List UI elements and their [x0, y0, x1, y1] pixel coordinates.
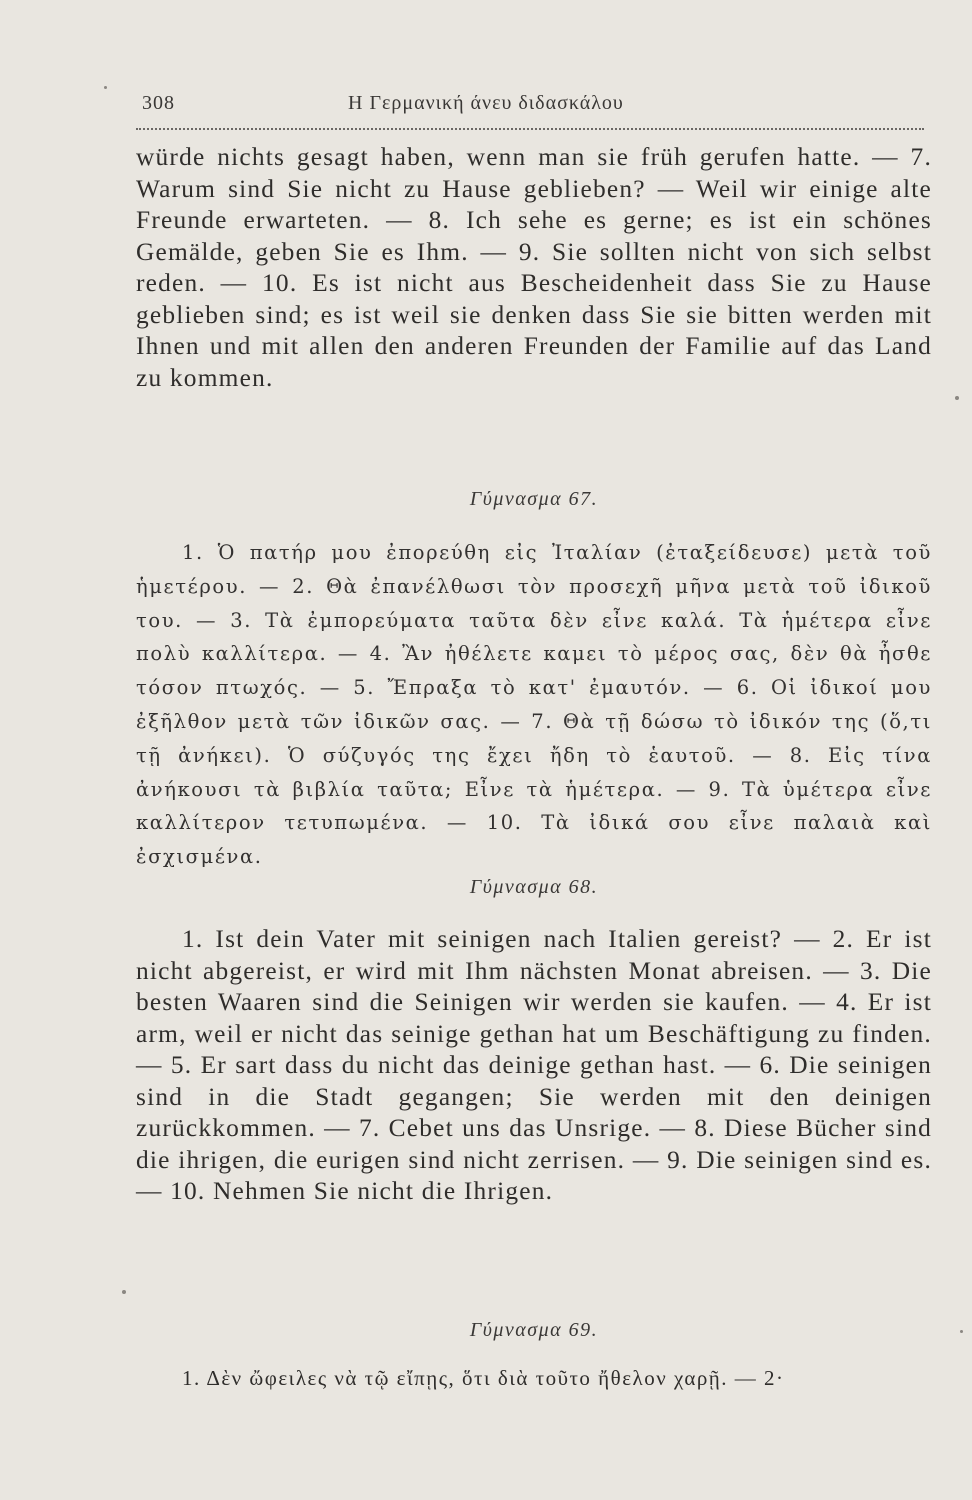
- greek-exercise-69-text: 1. Δὲν ὤφειλες νὰ τῷ εἴπῃς, ὅτι διὰ τοῦτο ἤθελον χαρῇ. — 2·: [182, 1366, 785, 1390]
- paper-speck: [104, 86, 107, 89]
- paper-speck: [122, 1290, 126, 1294]
- german-exercise-continuation: würde nichts gesagt haben, wenn man sie früh gerufen hatte. — 7. Warum sind Sie nicht zu Hause geblieben? — Weil wir einige alte Freunde erwarteten. — 8. Ich sehe es gerne; es ist ein schönes Gemälde, geben Sie es Ihm. — 9. Sie sollten nicht von sich selbst reden. — 10. Es ist nicht aus Bescheidenheit dass Sie zu Hause geblieben sind; es ist weil sie denken dass Sie sie bitten werden mit Ihnen und mit allen den anderen Freunden der Familie auf das Land zu kommen.: [136, 143, 932, 392]
- paper-speck: [960, 1330, 963, 1333]
- exercise-heading-69: Γύμνασμα 69.: [469, 1319, 599, 1341]
- header-rule: [136, 128, 924, 130]
- greek-exercise-67: [136, 536, 932, 874]
- exercise-heading-67: Γύμνασμα 67.: [469, 488, 599, 510]
- paper-speck: [955, 396, 959, 400]
- german-exercise-68-text: 1. Ist dein Vater mit seinigen nach Italien gereist? — 2. Er ist nicht abgereist, er wird mit Ihm nächsten Monat abreisen. — 3. Die besten Waaren sind die Seinigen wir werden sie kaufen. — 4. Er ist arm, weil er nicht das seinige gethan hat um Beschäftigung zu finden. — 5. Er sart dass du nicht das deinige gethan hast. — 6. Die seinigen sind in die Stadt gegangen; Sie werden mit den deinigen zurückkommen. — 7. Cebet uns das Unsrige. — 8. Diese Bücher sind die ihrigen, die eurigen sind nicht zerrisen. — 9. Die seinigen sind es. — 10. Nehmen Sie nicht die Ihrigen.: [136, 925, 932, 1205]
- greek-exercise-67-text: 1. Ὁ πατήρ μου ἐπορεύθη εἰς Ἰταλίαν (ἐταξείδευσε) μετὰ τοῦ ἡμετέρου. — 2. Θὰ ἐπανέλθωσι τὸν προσεχῆ μῆνα μετὰ τοῦ ἰδικοῦ του. — 3. Τὰ ἐμπορεύματα ταῦτα δὲν εἶνε καλά. Τὰ ἡμέτερα εἶνε πολὺ καλλίτερα. — 4. Ἂν ἠθέλετε καμει τὸ μέρος σας, δὲν θὰ ἦσθε τόσον πτωχός. — 5. Ἔπραξα τὸ κατ' ἐμαυτόν. — 6. Οἱ ἰδικοί μου ἐξῆλθον μετὰ τῶν ἰδικῶν σας. — 7. Θὰ τῇ δώσω τὸ ἰδικόν της (ὅ,τι τῇ ἀνήκει). Ὁ σύζυγός της ἔχει ἤδη τὸ ἑαυτοῦ. — 8. Εἰς τίνα ἀνήκουσι τὰ βιβλία ταῦτα; Εἶνε τὰ ἡμέτερα. — 9. Τὰ ὑμέτερα εἶνε καλλίτερον τετυπωμένα. — 10. Τὰ ἰδικά σου εἶνε παλαιὰ καὶ ἐσχισμένα.: [136, 541, 932, 869]
- page-number: 308: [142, 92, 175, 114]
- running-header: [136, 92, 932, 128]
- greek-exercise-69: [136, 1363, 932, 1395]
- running-title: Η Γερμανική άνευ διδασκάλου: [348, 92, 624, 114]
- german-exercise-68: [136, 924, 932, 1208]
- exercise-heading-68: Γύμνασμα 68.: [469, 876, 599, 898]
